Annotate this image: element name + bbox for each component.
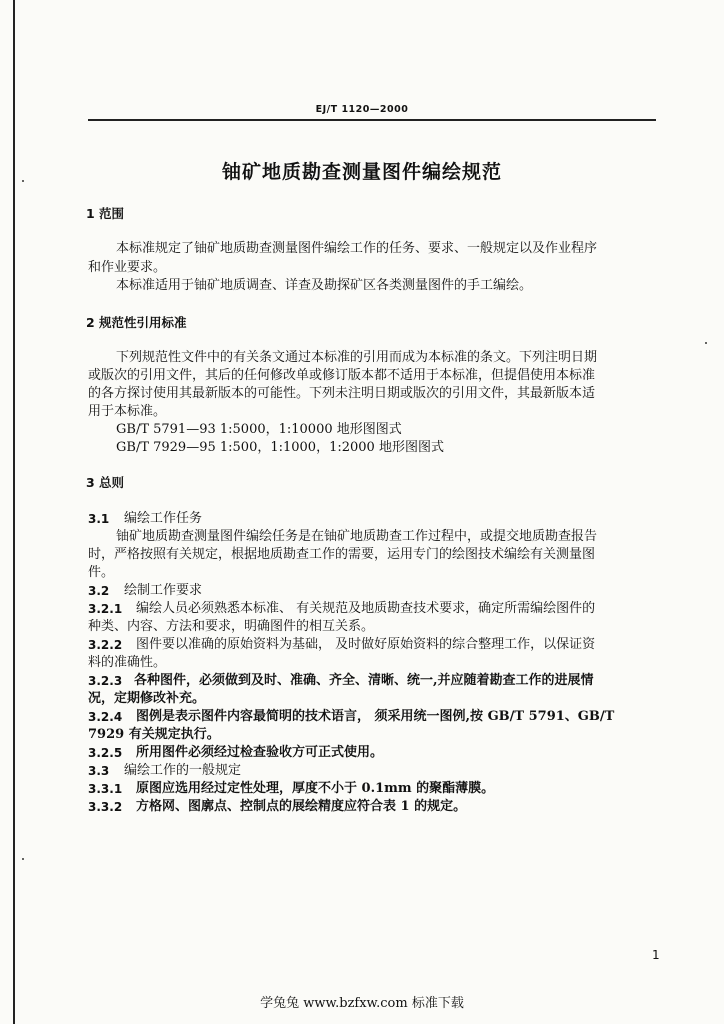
section-2-line3: 的各方探讨使用其最新版本的可能性。下列未注明日期或版次的引用文件，其最新版本适 [88, 386, 596, 401]
scan-speck [22, 180, 24, 182]
clause-3-2-5-number: 3.2.5 [88, 746, 123, 760]
scan-speck [22, 858, 24, 860]
section-2-line1: 下列规范性文件中的有关条文通过本标准的引用而成为本标准的条文。下列注明日期 [116, 350, 598, 365]
section-3-heading: 3 总则 [86, 475, 125, 490]
clause-3-2-title: 绘制工作要求 [124, 583, 203, 598]
reference-gb-t-7929: GB/T 7929—95 1:500，1:1000，1:2000 地形图图式 [116, 440, 444, 455]
page-number: 1 [652, 948, 660, 962]
section-2-line2: 或版次的引用文件，其后的任何修改单或修订版本都不适用于本标准，但提倡使用本标准 [88, 368, 596, 383]
clause-3-3-2-line1: 方格网、图廓点、控制点的展绘精度应符合表 1 的规定。 [136, 799, 467, 814]
clause-3-2-1-line1: 编绘人员必须熟悉本标准、 有关规范及地质勘查技术要求，确定所需编绘图件的 [136, 601, 596, 616]
scan-speck [705, 342, 707, 344]
section-2-line4: 用于本标准。 [88, 404, 167, 419]
section-2-heading: 2 规范性引用标准 [86, 315, 187, 330]
clause-3-2-4-line2: 7929 有关规定执行。 [88, 727, 220, 742]
clause-3-2-3-number: 3.2.3 [88, 674, 123, 688]
section-1-para2: 本标准适用于铀矿地质调查、详查及勘探矿区各类测量图件的手工编绘。 [116, 278, 533, 293]
section-1-para1-line2: 和作业要求。 [88, 260, 167, 275]
section-1-heading: 1 范围 [86, 206, 125, 221]
document-title: 铀矿地质勘查测量图件编绘规范 [221, 161, 502, 183]
clause-3-2-3-line1: 各种图件，必须做到及时、准确、齐全、清晰、统一,并应随着勘查工作的进展情 [134, 673, 594, 688]
clause-3-1-line3: 件。 [88, 565, 115, 580]
clause-3-2-2-number: 3.2.2 [88, 638, 123, 652]
clause-3-2-3-line2: 况，定期修改补充。 [88, 691, 206, 706]
clause-3-2-1-line2: 种类、内容、方法和要求，明确图件的相互关系。 [88, 619, 375, 634]
clause-3-3-number: 3.3 [88, 764, 110, 778]
clause-3-2-2-line2: 料的准确性。 [88, 655, 167, 670]
clause-3-1-line1: 铀矿地质勘查测量图件编绘任务是在铀矿地质勘查工作过程中，或提交地质勘查报告 [116, 529, 598, 544]
clause-3-2-5-line1: 所用图件必须经过检查验收方可正式使用。 [136, 745, 384, 760]
clause-3-1-line2: 时，严格按照有关规定，根据地质勘查工作的需要，运用专门的绘图技术编绘有关测量图 [88, 547, 596, 562]
clause-3-1-number: 3.1 [88, 512, 110, 526]
clause-3-2-4-line1: 图例是表示图件内容最简明的技术语言， 须采用统一图例,按 GB/T 5791、GB/T [136, 709, 615, 724]
section-1-para1-line1: 本标准规定了铀矿地质勘查测量图件编绘工作的任务、要求、一般规定以及作业程序 [116, 241, 598, 256]
clause-3-1-title: 编绘工作任务 [124, 511, 203, 526]
clause-3-3-2-number: 3.3.2 [88, 800, 123, 814]
clause-3-2-2-line1: 图件要以准确的原始资料为基础， 及时做好原始资料的综合整理工作，以保证资 [136, 637, 596, 652]
watermark-footer: 学兔兔 www.bzfxw.com 标准下载 [260, 996, 464, 1011]
header-rule [88, 119, 656, 121]
clause-3-3-1-number: 3.3.1 [88, 782, 123, 796]
reference-gb-t-5791: GB/T 5791—93 1:5000，1:10000 地形图图式 [116, 422, 402, 437]
binding-edge-line [13, 0, 15, 1024]
clause-3-2-4-number: 3.2.4 [88, 710, 123, 724]
clause-3-3-1-line1: 原图应选用经过定性处理，厚度不小于 0.1mm 的聚酯薄膜。 [136, 781, 495, 796]
standard-code: EJ/T 1120—2000 [315, 104, 409, 115]
clause-3-2-number: 3.2 [88, 584, 110, 598]
clause-3-2-1-number: 3.2.1 [88, 602, 123, 616]
clause-3-3-title: 编绘工作的一般规定 [124, 763, 242, 778]
